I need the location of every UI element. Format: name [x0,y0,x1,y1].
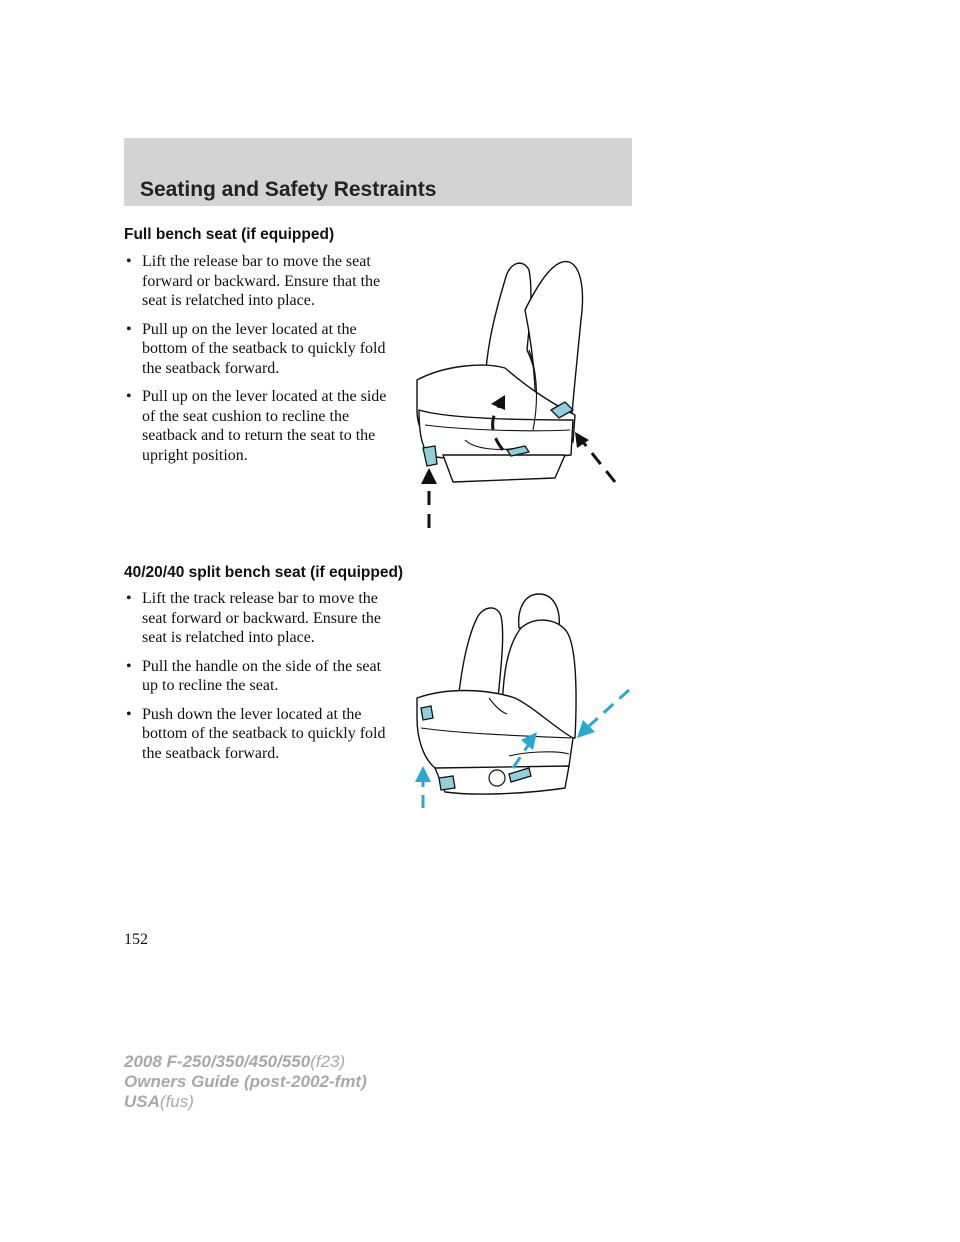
list-item: • Pull up on the lever located at the bottom of the seatback to quickly fold the seatback forward. [126,320,386,377]
bullet-icon: • [126,388,132,405]
bullet-list-full-bench [124,252,394,474]
section-heading-full-bench: Full bench seat (if equipped) [124,226,335,243]
section-header-band [124,138,632,206]
list-item: • Lift the release bar to move the seat forward or backward. Ensure that the seat is relatched into place. [126,253,381,309]
split-bench-seat-illustration [405,588,635,813]
footer-line-model: 2008 F-250/350/450/550(f23) [124,1052,346,1071]
bullet-icon: • [126,320,132,338]
list-item: • Pull up on the lever located at the side of the seat cushion to recline the seatback and to return the seat to the upright position. [126,388,387,464]
page-number: 152 [124,931,148,948]
bullet-icon: • [126,657,132,675]
seat-base-shape [443,455,565,482]
footer [124,1052,367,1112]
page-title: Seating and Safety Restraints [140,178,437,201]
bullet-list-split-bench [124,589,394,772]
release-bar-shape [423,446,437,466]
footer-line-guide: Owners Guide (post-2002-fmt) [124,1072,367,1091]
footer-line-region: USA(fus) [124,1092,194,1111]
section-heading-split-bench: 40/20/40 split bench seat (if equipped) [124,564,404,581]
bullet-icon: • [126,590,132,607]
full-bench-seat-illustration [405,250,630,535]
track-release-shape [439,776,455,790]
list-item: • Push down the lever located at the bottom of the seatback to quickly fold the seatback forward. [126,705,386,762]
bullet-icon: • [126,705,132,723]
list-item: • Lift the track release bar to move the seat forward or backward. Ensure the seat is relatched into place. [126,590,382,646]
bullet-icon: • [126,253,132,270]
list-item: • Pull the handle on the side of the seat up to recline the seat. [126,657,382,694]
fold-lever-shape [421,706,433,720]
